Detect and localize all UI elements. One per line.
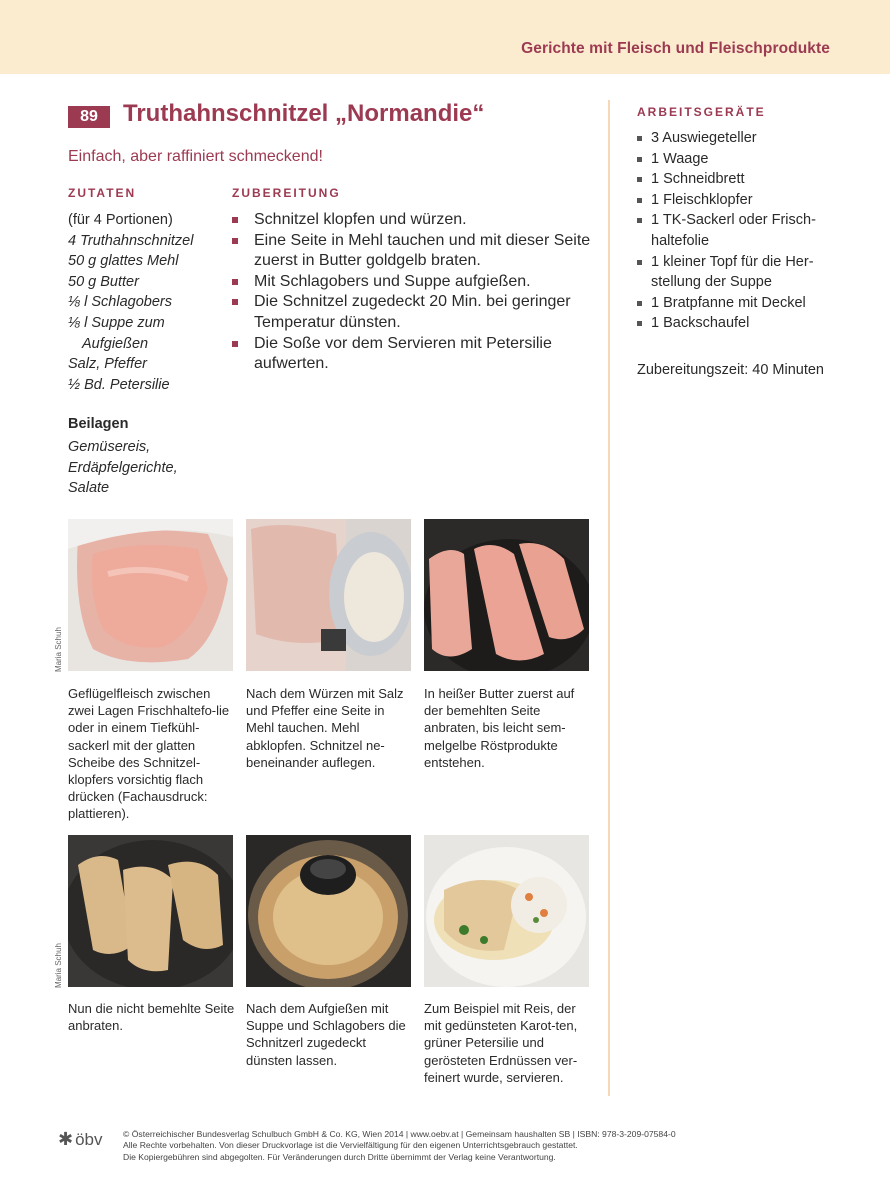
ingredient-item: ½ Bd. Petersilie <box>68 376 170 393</box>
photo-flour-plate <box>246 519 411 671</box>
ingredient-item: 50 g Butter <box>68 273 139 290</box>
column-divider <box>608 100 610 1096</box>
tool-text: 1 Backschaufel <box>651 315 750 332</box>
tool-text: 1 Fleischklopfer <box>651 191 753 208</box>
tool-item <box>637 252 847 293</box>
bullet-icon <box>637 321 642 326</box>
side-item: Gemüsereis, <box>68 439 151 455</box>
portions: (für 4 Portionen) <box>68 212 173 228</box>
tool-item <box>637 149 847 170</box>
preparation-heading: ZUBEREITUNG <box>232 186 341 200</box>
side-item: Erdäpfelgerichte, <box>68 459 178 476</box>
ingredient-item: ⅛ l Suppe zum <box>68 314 165 331</box>
recipe-title: Truthahnschnitzel „Normandie“ <box>123 100 485 127</box>
tool-item <box>637 128 847 149</box>
tool-text: 1 Schneidbrett <box>651 171 745 188</box>
footer-line: Die Kopiergebühren sind abgegolten. Für Veränderungen durch Dritte übernimmt der Verlag keine Verantwortung. <box>123 1151 556 1162</box>
tool-item <box>637 190 847 211</box>
ingredients-heading: ZUTATEN <box>68 186 137 200</box>
step-item <box>232 272 592 293</box>
logo-text: öbv <box>75 1130 103 1149</box>
photo-caption: Nun die nicht bemehlte Seite anbraten. <box>68 1001 235 1034</box>
photo-raw-meat-foil <box>68 519 233 671</box>
sides-heading: Beilagen <box>68 416 129 432</box>
tool-text: 1 kleiner Topf für die Her-stellung der Suppe <box>651 253 814 291</box>
step-text: Die Soße vor dem Servieren mit Petersilie aufwerten. <box>254 334 552 373</box>
tool-item <box>637 293 847 314</box>
photo-fried-schnitzel <box>68 835 233 987</box>
footer-line: © Österreichischer Bundesverlag Schulbuch GmbH & Co. KG, Wien 2014 | www.oebv.at | Gemeinsam haushalten SB | ISBN: 978-3-209-07584-0 <box>123 1129 676 1139</box>
step-text: Mit Schlagobers und Suppe aufgießen. <box>254 272 531 290</box>
prep-time: Zubereitungszeit: 40 Minuten <box>637 362 824 378</box>
tool-item <box>637 313 847 334</box>
bullet-icon <box>637 218 642 223</box>
bullet-icon <box>232 279 238 285</box>
step-item <box>232 292 592 333</box>
step-text: Eine Seite in Mehl tauchen und mit dieser Seite zuerst in Butter goldgelb braten. <box>254 231 591 270</box>
step-text: Die Schnitzel zugedeckt 20 Min. bei geringer Temperatur dünsten. <box>254 293 571 331</box>
recipe-number: 89 <box>68 106 110 128</box>
tool-text: 1 Waage <box>651 150 709 167</box>
photo-credit: Maria Schuh <box>54 943 63 988</box>
ingredient-item: 4 Truthahnschnitzel <box>68 232 194 249</box>
ingredients-list <box>68 210 238 395</box>
side-item: Salate <box>68 480 110 497</box>
bullet-icon <box>232 217 238 223</box>
tool-text: 3 Auswiegeteller <box>651 130 757 146</box>
tool-item <box>637 169 847 190</box>
bullet-icon <box>232 238 238 244</box>
photo-caption: Nach dem Würzen mit Salz und Pfeffer eine Seite in Mehl tauchen. Mehl abklopfen. Schnitzel ne-beneinander auflegen. <box>246 686 404 770</box>
ingredient-item: 50 g glattes Mehl <box>68 253 179 270</box>
bullet-icon <box>637 260 642 265</box>
step-item <box>232 210 592 231</box>
photo-served-plate <box>424 835 589 987</box>
photo-credit: Maria Schuh <box>54 627 63 672</box>
footer-line: Alle Rechte vorbehalten. Von dieser Druckvorlage ist die Vervielfältigung für den eigenen Unterrichtsgebrauch gestattet. <box>123 1140 578 1151</box>
header-band <box>0 0 890 74</box>
bullet-icon <box>637 157 642 162</box>
step-item <box>232 334 592 375</box>
tools-list <box>637 128 847 334</box>
footer-copyright <box>123 1129 763 1163</box>
recipe-subtitle: Einfach, aber raffiniert schmeckend! <box>68 148 323 165</box>
tool-text: 1 TK-Sackerl oder Frisch-haltefolie <box>651 212 816 249</box>
section-title: Gerichte mit Fleisch und Fleischprodukte <box>521 40 830 57</box>
photo-caption: Zum Beispiel mit Reis, der mit gedünsteten Karot-ten, grüner Petersilie und gerösteten Erdnüssen ver-feinert wurde, servieren. <box>424 1001 578 1085</box>
photo-caption: Nach dem Aufgießen mit Suppe und Schlagobers die Schnitzerl zugedeckt dünsten lassen. <box>246 1001 406 1068</box>
bullet-icon <box>637 177 642 182</box>
step-text: Schnitzel klopfen und würzen. <box>254 211 467 228</box>
tool-text: 1 Bratpfanne mit Deckel <box>651 294 806 311</box>
photo-meat-in-pan <box>424 519 589 671</box>
photo-covered-pan <box>246 835 411 987</box>
publisher-logo <box>58 1129 103 1150</box>
bullet-icon <box>232 299 238 305</box>
sides-list <box>68 437 178 499</box>
photo-caption: Geflügelfleisch zwischen zwei Lagen Frischhaltefo-lie oder in einem Tiefkühl-sackerl mit der glatten Scheibe des Schnitzel-klopfers vorsichtig flach drücken (Fachausdruck: plattieren). <box>68 686 230 822</box>
preparation-steps <box>232 210 592 375</box>
bullet-icon <box>232 341 238 347</box>
ingredient-item: ⅛ l Schlagobers <box>68 294 172 311</box>
ingredient-item: Aufgießen <box>82 335 149 352</box>
tool-item <box>637 210 847 251</box>
star-icon: ✱ <box>58 1129 74 1149</box>
photo-caption: In heißer Butter zuerst auf der bemehlten Seite anbraten, bis leicht sem-melgelbe Röstprodukte entstehen. <box>424 686 575 770</box>
step-item <box>232 231 592 272</box>
tools-heading: ARBEITSGERÄTE <box>637 105 766 119</box>
bullet-icon <box>637 136 642 141</box>
bullet-icon <box>637 198 642 203</box>
ingredient-item: Salz, Pfeffer <box>68 356 147 373</box>
bullet-icon <box>637 301 642 306</box>
